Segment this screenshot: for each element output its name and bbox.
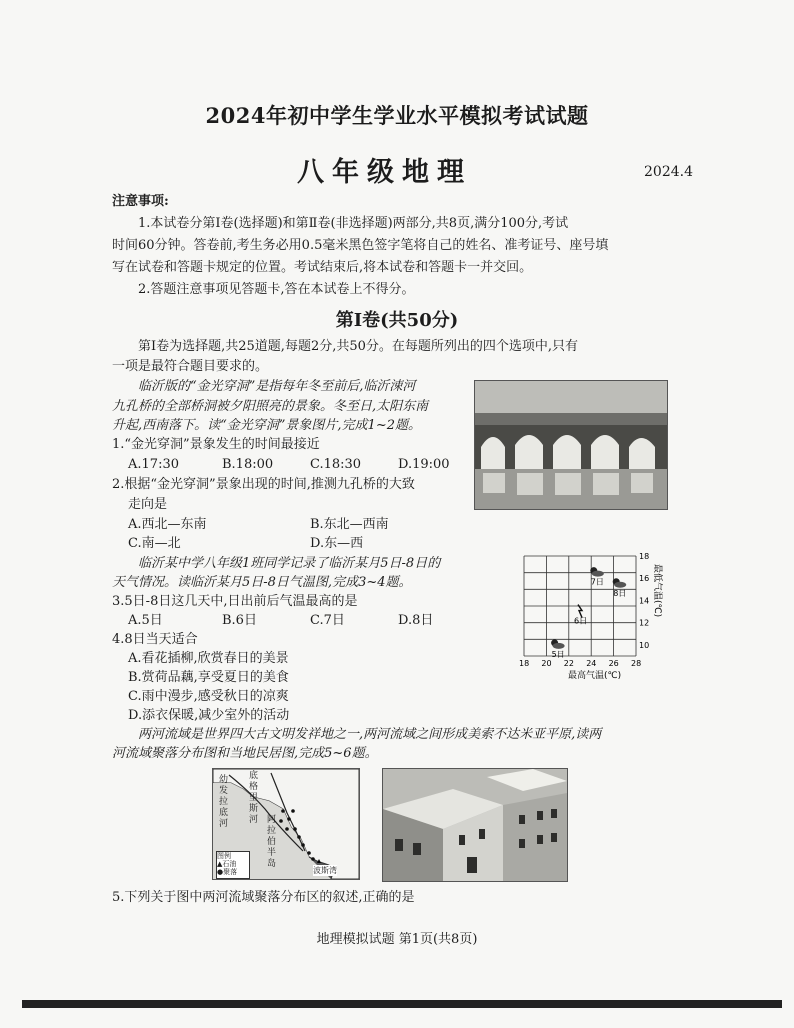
chart-x-tick-label: 26 [608,659,619,668]
exam-title: 2024年初中学生学业水平模拟考试试题 [205,103,589,128]
passage3-line-2: 河流域聚落分布图和当地民居图,完成5~6题。 [112,746,378,761]
temperature-chart [510,552,670,682]
chart-point-label: 5日 [551,649,565,659]
q5-stem: 5.下列关于图中两河流域聚落分布区的叙述,正确的是 [112,890,415,905]
q2-option-b: B.东北—西南 [310,517,389,532]
chart-point-label: 8日 [613,588,627,598]
chart-point [551,639,565,659]
settlement-icon: ● [217,868,224,876]
q3-option-b: B.6日 [222,613,257,628]
label-arabian-peninsula: 阿拉伯半岛 [267,815,277,869]
chart-y-tick-label: 12 [639,618,650,628]
chart-y-tick-label: 16 [639,574,650,584]
chart-grid [524,556,636,656]
chart-point-label: 7日 [590,577,604,587]
q2-option-c: C.南—北 [128,536,181,551]
q4-option-b: B.赏荷品藕,享受夏日的美食 [128,670,289,685]
bridge-photo [474,380,668,510]
q1-option-d: D.19:00 [398,457,450,472]
section-title: 第Ⅰ卷(共50分) [335,310,459,331]
scan-edge-bar [22,1000,782,1008]
passage3-line-1: 两河流域是世界四大古文明发祥地之一,两河流域之间形成美索不达米亚平原,读两 [138,727,602,742]
legend-title: 图例 [217,852,231,860]
chart-point [613,578,627,598]
oil-icon: ▲ [217,860,223,868]
passage1-line-1: 临沂版的“金光穿洞”是指每年冬至前后,临沂涑河 [138,379,416,394]
chart-x-tick-label: 18 [519,659,530,668]
q4-option-a: A.看花插柳,欣赏春日的美景 [128,651,289,666]
q4-stem: 4.8日当天适合 [112,632,198,647]
q2-stem-2: 走向是 [128,497,168,512]
dwellings-photo [382,768,568,882]
page-footer: 地理模拟试题 第1页(共8页) [316,932,478,947]
q1-option-c: C.18:30 [310,457,362,472]
q2-option-a: A.西北—东南 [128,517,207,532]
legend-oil: 石油 [222,860,237,868]
chart-x-tick-label: 24 [586,659,597,668]
cloud-icon [592,571,604,577]
passage2-line-1: 临沂某中学八年级1班同学记录了临沂某月5日-8日的 [138,556,441,571]
chart-y-axis-label: 最低气温(℃) [652,564,662,618]
q4-option-d: D.添衣保暖,减少室外的活动 [128,708,290,723]
passage2-line-2: 天气情况。读临沂某月5日-8日气温图,完成3~4题。 [112,575,412,590]
chart-x-tick-label: 20 [541,659,552,668]
chart-x-tick-label: 22 [563,659,574,668]
q4-option-c: C.雨中漫步,感受秋日的凉爽 [128,689,289,704]
cloud-icon [614,582,626,588]
label-euphrates: 幼发拉底河 [219,775,229,829]
q3-option-a: A.5日 [128,613,163,628]
map-legend [216,851,250,879]
notice-line-2: 时间60分钟。答卷前,考生务必用0.5毫米黑色签字笔将自己的姓名、准考证号、座号填 [112,238,609,253]
cloud-icon [553,643,565,649]
notice-line-3: 写在试卷和答题卡规定的位置。考试结束后,将本试卷和答题卡一并交回。 [112,260,533,275]
notice-line-4: 2.答题注意事项见答题卡,答在本试卷上不得分。 [138,282,415,297]
notice-line-1: 1.本试卷分第Ⅰ卷(选择题)和第Ⅱ卷(非选择题)两部分,共8页,满分100分,考试 [138,216,569,231]
chart-y-tick-label: 18 [639,552,650,561]
exam-date: 2024.4 [644,164,693,180]
chart-point [590,567,604,587]
q3-stem: 3.5日-8日这几天中,日出前后气温最高的是 [112,594,358,609]
notice-heading: 注意事项: [112,194,169,209]
q1-stem: 1.“金光穿洞”景象发生的时间最接近 [112,437,320,452]
q2-stem-1: 2.根据“金光穿洞”景象出现的时间,推测九孔桥的大致 [112,477,415,492]
two-rivers-map [212,768,360,880]
q3-option-d: D.8日 [398,613,434,628]
subject-title: 八年级地理 [297,157,472,188]
q1-option-a: A.17:30 [128,457,179,472]
section-intro-1: 第Ⅰ卷为选择题,共25道题,每题2分,共50分。在每题所列出的四个选项中,只有 [138,339,579,354]
chart-y-tick-label: 10 [639,640,650,650]
legend-settlement: 聚落 [223,868,238,876]
passage1-line-2: 九孔桥的全部桥洞被夕阳照亮的景象。冬至日,太阳东南 [112,399,429,414]
q1-option-b: B.18:00 [222,457,274,472]
q3-option-c: C.7日 [310,613,345,628]
label-persian-gulf: 波斯湾 [313,866,337,875]
label-tigris: 底格里斯河 [249,771,259,825]
q2-option-d: D.东—西 [310,536,364,551]
passage1-line-3: 升起,西南落下。读“金光穿洞”景象图片,完成1~2题。 [112,418,421,433]
chart-x-axis-label: 最高气温(℃) [568,671,622,681]
chart-point [574,605,587,626]
section-intro-2: 一项是最符合题目要求的。 [112,359,269,374]
chart-y-tick-label: 14 [639,596,650,606]
chart-x-tick-label: 28 [631,659,642,668]
chart-point-label: 6日 [574,616,588,626]
